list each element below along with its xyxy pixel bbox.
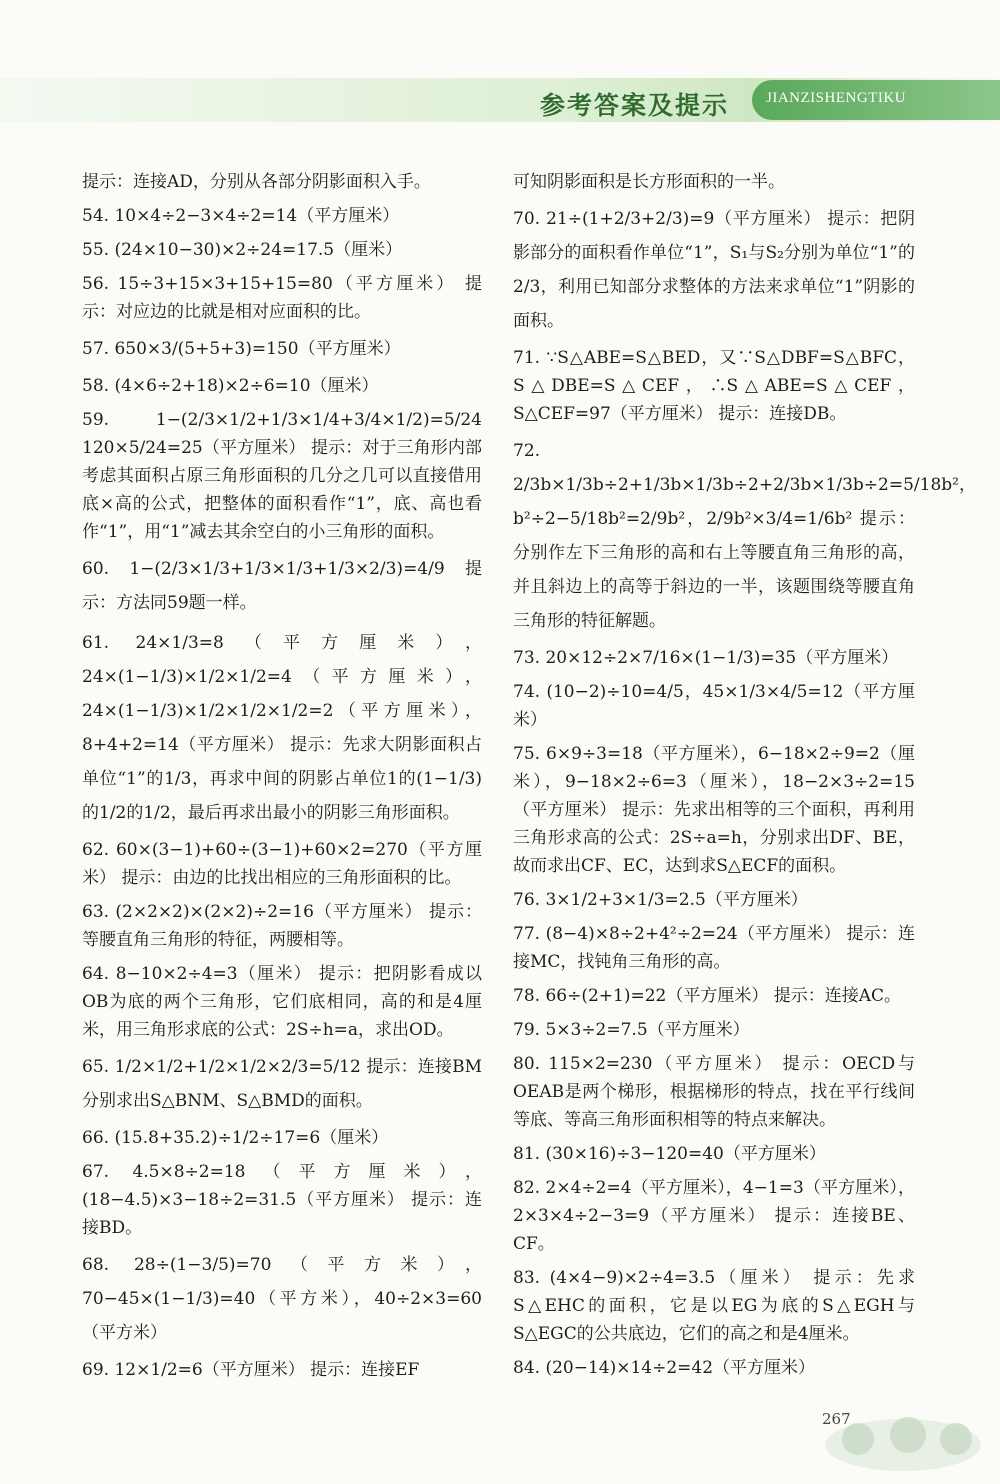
answer-item: 61. 24×1/3=8（平方厘米），24×(1−1/3)×1/2×1/2=4（平方厘米），24×(1−1/3)×1/2×1/2×1/2=2（平方厘米），8+4+2=14（平方厘米） 提示：先求大阴影面积占单位“1”的1/3，再求中间的阴影占单位1的(1−1/3)的1/2的1/2，最后再求出最小的阴影三角形面积。 xyxy=(82,633,482,823)
answer-item: 55. (24×10−30)×2÷24=17.5（厘米） xyxy=(82,240,403,260)
answer-item: 77. (8−4)×8÷2+4²÷2=24（平方厘米） 提示：连接MC，找钝角三角形的高。 xyxy=(513,924,915,972)
answer-item: 70. 21÷(1+2/3+2/3)=9（平方厘米） 提示：把阴影部分的面积看作单位“1”，S₁与S₂分别为单位“1”的2/3，利用已知部分求整体的方法来求单位“1”阴影的面积。 xyxy=(513,209,915,331)
answer-item: 76. 3×1/2+3×1/3=2.5（平方厘米） xyxy=(513,890,808,910)
answer-item: 74. (10−2)÷10=4/5，45×1/3×4/5=12（平方厘米） xyxy=(513,682,915,730)
answer-item: 63. (2×2×2)×(2×2)÷2=16（平方厘米） 提示：等腰直角三角形的特征，两腰相等。 xyxy=(82,902,482,950)
right-column xyxy=(513,168,976,1388)
answer-item: 64. 8−10×2÷4=3（厘米） 提示：把阴影看成以OB为底的两个三角形，它们底相同，高的和是4厘米，用三角形求底的公式：2S÷h=a，求出OD。 xyxy=(82,964,482,1040)
answer-item: 65. 1/2×1/2+1/2×1/2×2/3=5/12 提示：连接BM分别求出S△BNM、S△BMD的面积。 xyxy=(82,1057,482,1111)
answer-item: 83. (4×4−9)×2÷4=3.5（厘米） 提示：先求S△EHC的面积，它是以EG为底的S△EGH与S△EGC的公共底边，它们的高之和是4厘米。 xyxy=(513,1268,915,1344)
answer-item: 73. 20×12÷2×7/16×(1−1/3)=35（平方厘米） xyxy=(513,648,899,668)
answer-item: 81. (30×16)÷3−120=40（平方厘米） xyxy=(513,1144,826,1164)
answer-item: 62. 60×(3−1)+60÷(3−1)+60×2=270（平方厘米） 提示：由边的比找出相应的三角形面积的比。 xyxy=(82,840,482,888)
header-tag xyxy=(752,80,1000,120)
page-header-title: 参考答案及提示 xyxy=(540,91,730,120)
answer-item: 提示：连接AD，分别从各部分阴影面积入手。 xyxy=(82,172,431,192)
answer-item: 58. (4×6÷2+18)×2÷6=10（厘米） xyxy=(82,376,379,396)
answer-item: 72. 2/3b×1/3b÷2+1/3b×1/3b÷2+2/3b×1/3b÷2=5/18b²，b²÷2−5/18b²=2/9b²，2/9b²×3/4=1/6b² 提示：分别作左下三角形的高和右上等腰直角三角形的高，并且斜边上的高等于斜边的一半，该题围绕等腰直角三角形的特征解题。 xyxy=(513,441,976,631)
answer-item: 78. 66÷(2+1)=22（平方厘米） 提示：连接AC。 xyxy=(513,986,902,1006)
answer-item: 84. (20−14)×14÷2=42（平方厘米） xyxy=(513,1358,816,1378)
answer-item: 可知阴影面积是长方形面积的一半。 xyxy=(513,172,785,192)
answer-item: 80. 115×2=230（平方厘米） 提示：OECD与OEAB是两个梯形，根据梯形的特点，找在平行线间等底、等高三角形面积相等的特点来解决。 xyxy=(513,1054,915,1130)
answer-item: 69. 12×1/2=6（平方厘米） 提示：连接EF xyxy=(82,1360,420,1380)
answer-item: 79. 5×3÷2=7.5（平方厘米） xyxy=(513,1020,750,1040)
answer-item: 60. 1−(2/3×1/3+1/3×1/3+1/3×2/3)=4/9 提示：方法同59题一样。 xyxy=(82,559,482,613)
answer-item: 75. 6×9÷3=18（平方厘米），6−18×2÷9=2（厘米），9−18×2÷6=3（厘米），18−2×3÷2=15（平方厘米） 提示：先求出相等的三个面积，再利用三角形求高的公式：2S÷a=h，分别求出DF、BE，故而求出CF、EC，达到求S△ECF的面积。 xyxy=(513,744,915,876)
answer-item: 59. 1−(2/3×1/2+1/3×1/4+3/4×1/2)=5/24 120×5/24=25（平方厘米） 提示：对于三角形内部考虑其面积占原三角形面积的几分之几可以直接借用底×高的公式，把整体的面积看作“1”，底、高也看作“1”，用“1”减去其余空白的小三角形的面积。 xyxy=(82,410,482,542)
page-number: 267 xyxy=(822,1410,851,1428)
answer-item: 82. 2×4÷2=4（平方厘米），4−1=3（平方厘米），2×3×4÷2−3=9（平方厘米） 提示：连接BE、CF。 xyxy=(513,1178,915,1254)
answer-item: 71. ∵S△ABE=S△BED，又∵S△DBF=S△BFC，S△DBE=S△CEF，∴S△ABE=S△CEF，S△CEF=97（平方厘米） 提示：连接DB。 xyxy=(513,348,915,424)
answer-item: 68. 28÷(1−3/5)=70（平方米），70−45×(1−1/3)=40（平方米），40÷2×3=60（平方米） xyxy=(82,1255,482,1343)
answer-item: 67. 4.5×8÷2=18（平方厘米），(18−4.5)×3−18÷2=31.5（平方厘米） 提示：连接BD。 xyxy=(82,1162,482,1238)
answer-item: 57. 650×3/(5+5+3)=150（平方厘米） xyxy=(82,339,401,359)
left-column xyxy=(82,168,482,1390)
answer-item: 54. 10×4÷2−3×4÷2=14（平方厘米） xyxy=(82,206,400,226)
header-tag-label: JIANZISHENGTIKU xyxy=(766,90,906,106)
answer-item: 66. (15.8+35.2)÷1/2÷17=6（厘米） xyxy=(82,1128,389,1148)
answer-item: 56. 15÷3+15×3+15+15=80（平方厘米） 提示：对应边的比就是相对应面积的比。 xyxy=(82,274,482,322)
